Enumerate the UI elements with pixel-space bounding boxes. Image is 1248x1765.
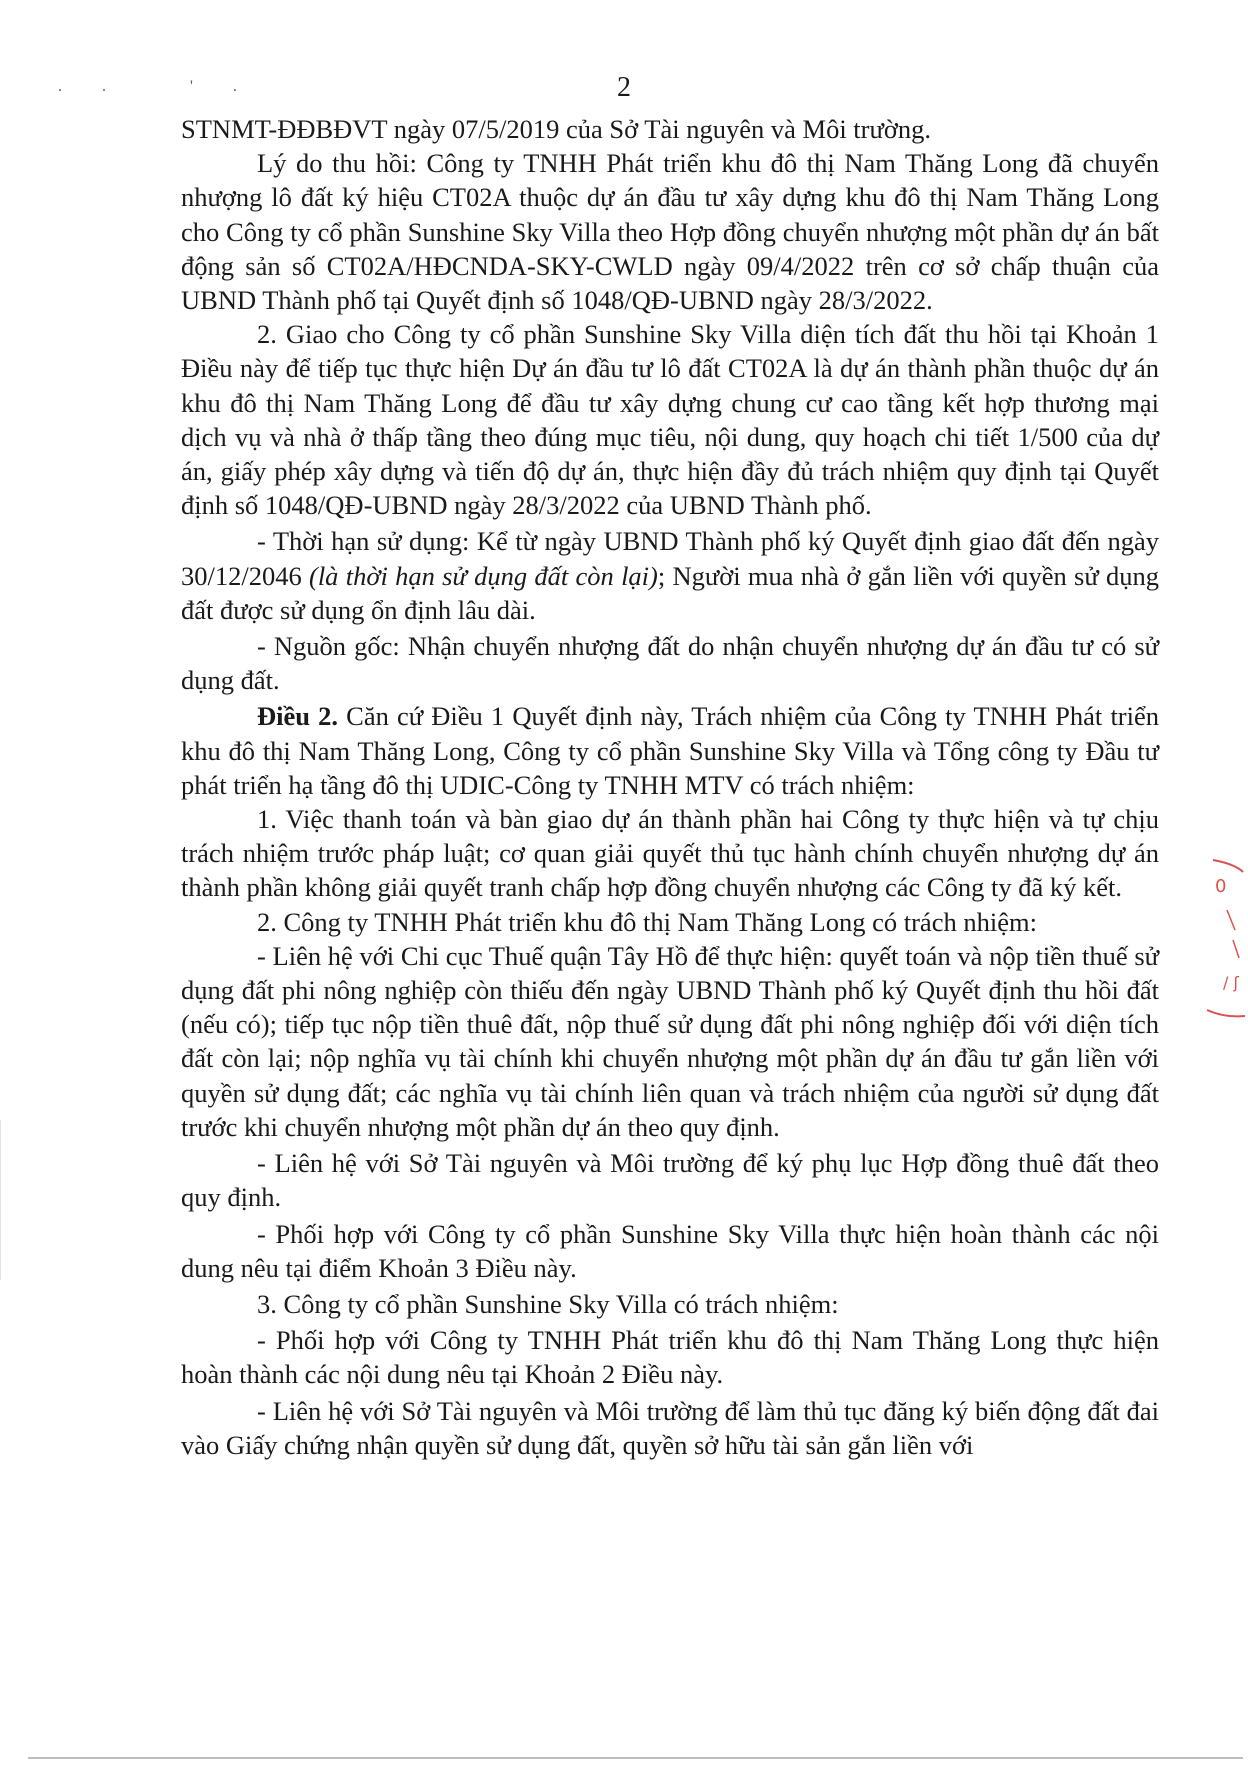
paragraph-duration: [181, 524, 1159, 627]
paragraph-payment: 1. Việc thanh toán và bàn giao dự án thành phần hai Công ty thực hiện và tự chịu trách nhiệm trước pháp luật; cơ quan giải quyết thủ tục hành chính chuyển nhượng dự án thành phần không giải quyết tranh chấp hợp đồng chuyển nhượng các Công ty đã ký kết.: [181, 804, 1159, 903]
bottom-rule: [28, 1757, 1243, 1759]
paragraph-coordinate-nam-thang-long: - Phối hợp với Công ty TNHH Phát triển khu đô thị Nam Thăng Long thực hiện hoàn thành các nội dung nêu tại Khoản 2 Điều này.: [181, 1325, 1159, 1390]
paragraph-lease-contact: - Liên hệ với Sở Tài nguyên và Môi trường để ký phụ lục Hợp đồng thuê đất theo quy định.: [181, 1148, 1159, 1213]
paragraph-registration: - Liên hệ với Sở Tài nguyên và Môi trường để làm thủ tục đăng ký biến động đất đai vào Giấy chứng nhận quyền sử dụng đất, quyền sở hữu tài sản gắn liền với: [181, 1395, 1159, 1460]
article-2-text: Căn cứ Điều 1 Quyết định này, Trách nhiệm của Công ty TNHH Phát triển khu đô thị Nam Thăng Long, Công ty cổ phần Sunshine Sky Villa và Tổng công ty Đầu tư phát triển hạ tầng đô thị UDIC-Công ty TNHH MTV có trách nhiệm:: [181, 701, 1160, 800]
paragraph-tax-contact: - Liên hệ với Chi cục Thuế quận Tây Hồ để thực hiện: quyết toán và nộp tiền thuế sử dụng đất phi nông nghiệp còn thiếu đến ngày UBND Thành phố ký Quyết định thu hồi đất (nếu có); tiếp tục nộp tiền thuê đất, nộp thuế sử dụng đất phi nông nghiệp đối với diện tích đất còn lại; nộp nghĩa vụ tài chính khi chuyển nhượng một phần dự án đầu tư gắn liền với quyền sử dụng đất; các nghĩa vụ tài chính liên quan và trách nhiệm của người sử dụng đất trước khi chuyển nhượng một phần dự án theo quy định.: [181, 940, 1159, 1142]
paragraph-continuation: STNMT-ĐĐBĐVT ngày 07/5/2019 của Sở Tài nguyên và Môi trường.: [181, 114, 931, 144]
page-number: 2: [617, 72, 631, 103]
paragraph-company-duties: 2. Công ty TNHH Phát triển khu đô thị Nam Thăng Long có trách nhiệm:: [257, 906, 1037, 937]
paragraph-sunshine-duties: 3. Công ty cổ phần Sunshine Sky Villa có trách nhiệm:: [257, 1288, 839, 1319]
svg-text:0: 0: [1215, 876, 1227, 897]
red-stamp-edge-icon: [1205, 850, 1245, 1020]
paragraph-coordinate-sunshine: - Phối hợp với Công ty cổ phần Sunshine Sky Villa thực hiện hoàn thành các nội dung nêu tại điểm Khoản 3 Điều này.: [181, 1218, 1159, 1283]
paragraph-item-2: 2. Giao cho Công ty cổ phần Sunshine Sky Villa diện tích đất thu hồi tại Khoản 1 Điều này để tiếp tục thực hiện Dự án đầu tư lô đất CT02A là dự án thành phần thuộc dự án khu đô thị Nam Thăng Long để đầu tư xây dựng chung cư cao tầng kết hợp thương mại dịch vụ và nhà ở thấp tầng theo đúng mục tiêu, nội dung, quy hoạch chi tiết 1/500 của dự án, giấy phép xây dựng và tiến độ dự án, thực hiện đầy đủ trách nhiệm quy định tại Quyết định số 1048/QĐ-UBND ngày 28/3/2022 của UBND Thành phố.: [181, 319, 1159, 521]
paragraph-reason: Lý do thu hồi: Công ty TNHH Phát triển khu đô thị Nam Thăng Long đã chuyển nhượng lô đất ký hiệu CT02A thuộc dự án đầu tư xây dựng khu đô thị Nam Thăng Long cho Công ty cổ phần Sunshine Sky Villa theo Hợp đồng chuyển nhượng một phần dự án bất động sản số CT02A/HĐCNDA-SKY-CWLD ngày 09/4/2022 trên cơ sở chấp thuận của UBND Thành phố tại Quyết định số 1048/QĐ-UBND ngày 28/3/2022.: [181, 148, 1159, 316]
article-2-label: Điều 2.: [257, 701, 339, 732]
paragraph-article-2: [181, 699, 1159, 802]
paragraph-origin: - Nguồn gốc: Nhận chuyển nhượng đất do nhận chuyển nhượng dự án đầu tư có sử dụng đất.: [181, 631, 1159, 696]
duration-text-italic: (là thời hạn sử dụng đất còn lại): [309, 560, 658, 591]
svg-text:/ ʃ: / ʃ: [1223, 973, 1239, 992]
scan-marks: .. '.: [58, 78, 277, 95]
scan-edge-mark: [0, 1120, 1, 1280]
document-body: [181, 112, 1159, 1462]
duration-text-a: - Thời hạn sử dụng: Kể từ ngày UBND Thành phố ký Quyết định giao đất đến ngày 30/12/2046: [181, 526, 1159, 591]
duration-text-c: ; Người mua nhà ở gắn liền với quyền sử dụng đất được sử dụng ổn định lâu dài.: [181, 560, 1159, 625]
